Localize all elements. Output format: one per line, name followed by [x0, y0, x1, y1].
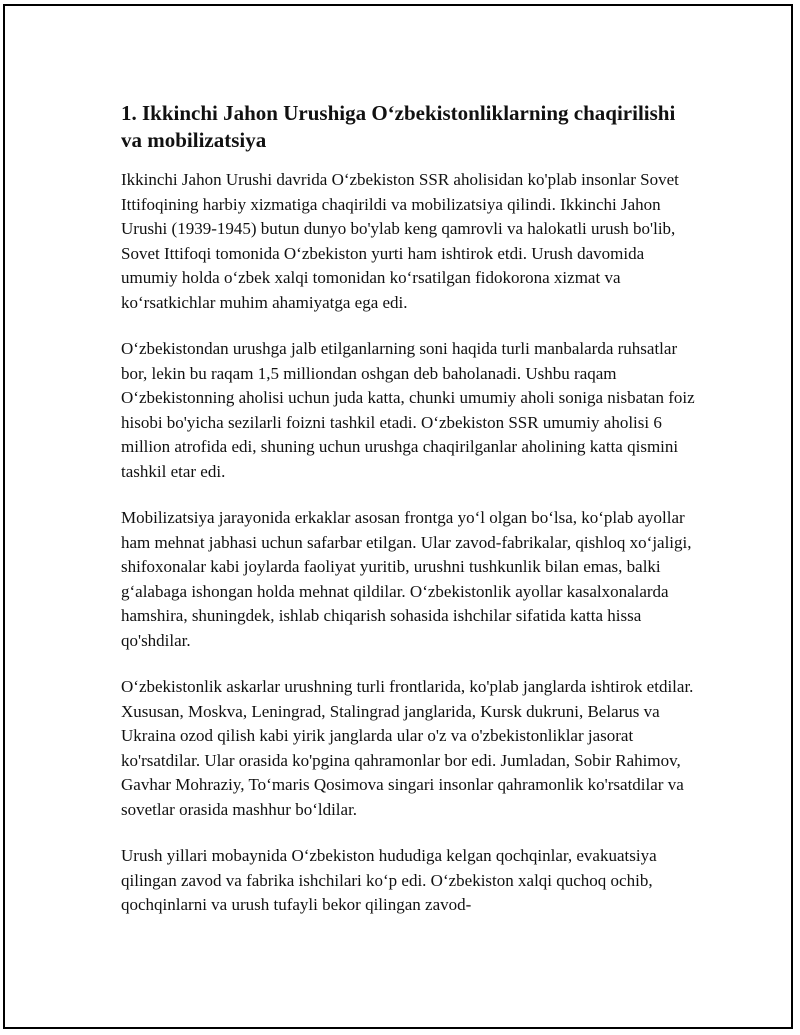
paragraph-2: O‘zbekistondan urushga jalb etilganlarning soni haqida turli manbalarda ruhsatlar bor, lekin bu raqam 1,5 milliondan oshgan deb baholanadi. Ushbu raqam O‘zbekistonning aholisi uchun juda katta, chunki umumiy aholi soniga nisbatan foiz hisobi bo'yicha sezilarli foizni tashkil etadi. O‘zbekiston SSR umumiy aholisi 6 million atrofida edi, shuning uchun urushga chaqirilganlar aholining katta qismini tashkil etar edi. [121, 339, 695, 481]
paragraph-1: Ikkinchi Jahon Urushi davrida O‘zbekiston SSR aholisidan ko'plab insonlar Sovet Ittifoqining harbiy xizmatiga chaqirildi va mobilizatsiya qilindi. Ikkinchi Jahon Urushi (1939-1945) butun dunyo bo'ylab keng qamrovli va halokatli urush bo'lib, Sovet Ittifoqi tomonida O‘zbekiston yurti ham ishtirok etdi. Urush davomida umumiy holda o‘zbek xalqi tomonidan ko‘rsatilgan fidokorona xizmat va ko‘rsatkichlar muhim ahamiyatga ega edi. [121, 170, 679, 312]
document-content [121, 100, 701, 940]
paragraph-3: Mobilizatsiya jarayonida erkaklar asosan frontga yo‘l olgan bo‘lsa, ko‘plab ayollar ham mehnat jabhasi uchun safarbar etilgan. Ular zavod-fabrikalar, qishloq xo‘jaligi, shifoxonalar kabi joylarda faoliyat yuritib, urushni tushkunlik bilan emas, balki g‘alabaga ishongan holda mehnat qildilar. O‘zbekistonlik ayollar kasalxonalarda hamshira, shuningdek, ishlab chiqarish sohasida ishchilar sifatida katta hissa qo'shdilar. [121, 508, 692, 650]
paragraph-4: O‘zbekistonlik askarlar urushning turli frontlarida, ko'plab janglarda ishtirok etdilar. Xususan, Moskva, Leningrad, Stalingrad janglarida, Kursk dukruni, Belarus va Ukraina ozod qilish kabi yirik janglarda ular o'z va o'zbekistonliklar jasorat ko'rsatdilar. Ular orasida ko'pgina qahramonlar bor edi. Jumladan, Sobir Rahimov, Gavhar Mohraziy, To‘maris Qosimova singari insonlar qahramonlik ko'rsatdilar va sovetlar orasida mashhur bo‘ldilar. [121, 677, 694, 819]
paragraph-5: Urush yillari mobaynida O‘zbekiston hududiga kelgan qochqinlar, evakuatsiya qilingan zavod va fabrika ishchilari ko‘p edi. O‘zbekiston xalqi quchoq ochib, qochqinlarni va urush tufayli bekor qilingan zavod- [121, 846, 657, 914]
document-page [3, 4, 793, 1029]
section-title: 1. Ikkinchi Jahon Urushiga O‘zbekistonliklarning chaqirilishi va mobilizatsiya [121, 101, 676, 152]
